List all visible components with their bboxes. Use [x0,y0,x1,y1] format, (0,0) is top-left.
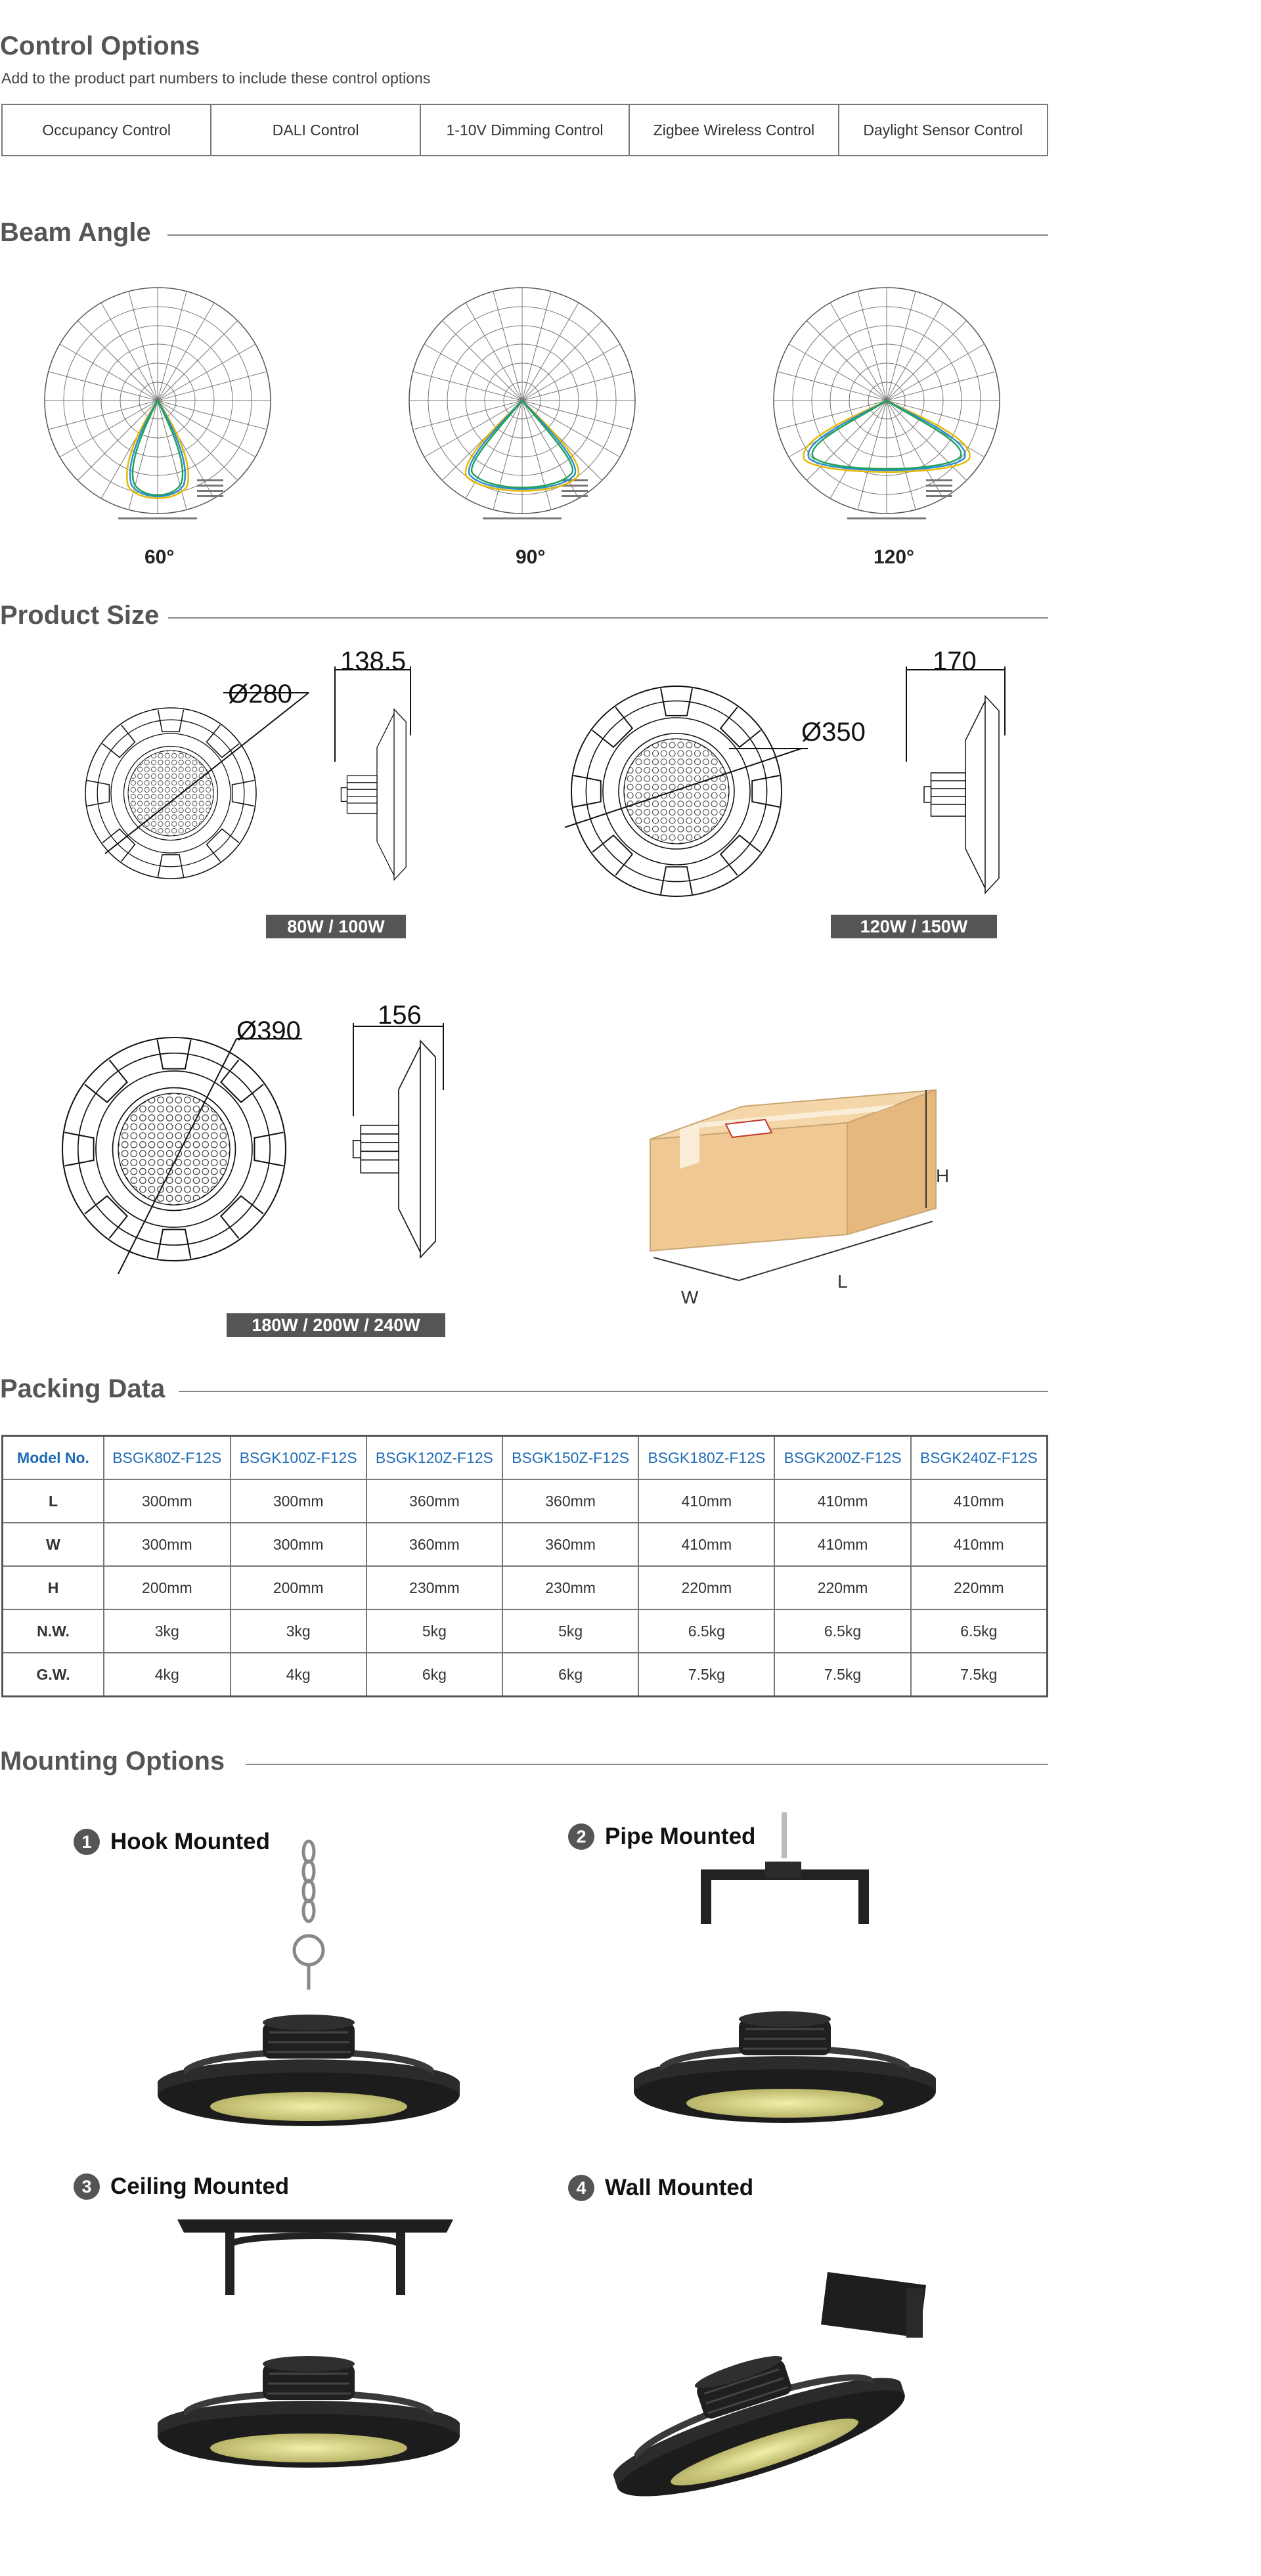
table-cell: 200mm [104,1566,231,1609]
table-cell: N.W. [3,1609,104,1653]
dimension-diameter: Ø280 [228,680,292,709]
table-cell: 7.5kg [911,1653,1048,1697]
table-cell: 6.5kg [911,1609,1048,1653]
table-cell: 220mm [911,1566,1048,1609]
hook-mounted-image [158,1841,460,2126]
beam-angle-90: 90° [516,546,546,568]
table-cell: 220mm [638,1566,774,1609]
table-cell: 3kg [104,1609,231,1653]
table-cell: L [3,1479,104,1523]
table-cell: 5kg [366,1609,502,1653]
table-header-row [3,1436,1048,1480]
table-cell: 6.5kg [638,1609,774,1653]
table-header-cell: BSGK100Z-F12S [231,1436,366,1480]
control-option: Occupancy Control [3,105,211,155]
section-divider [167,234,1048,236]
table-cell: G.W. [3,1653,104,1697]
table-row [3,1566,1048,1609]
control-option: Daylight Sensor Control [863,121,1023,139]
box-length-label: L [837,1271,848,1292]
table-cell: 230mm [502,1566,638,1609]
table-cell: 4kg [104,1653,231,1697]
table-header-cell: BSGK80Z-F12S [104,1436,231,1480]
step-number-icon: 3 [74,2173,100,2200]
dimension-height: 156 [378,1001,422,1030]
dimension-height: 170 [933,647,977,676]
table-cell: 220mm [774,1566,910,1609]
control-option: DALI Control [211,105,420,155]
mounting-option-label: Hook Mounted [110,1829,271,1854]
product-size-title: Product Size [0,601,160,630]
table-cell: W [3,1523,104,1566]
wattage-tag: 180W / 200W / 240W [227,1313,445,1337]
mounting-option-label: Pipe Mounted [605,1823,756,1849]
beam-angle-title: Beam Angle [0,218,151,247]
table-cell: 300mm [231,1523,366,1566]
box-width-label: W [681,1287,699,1307]
step-number-icon: 2 [568,1823,594,1850]
table-cell: 360mm [502,1479,638,1523]
pipe-mounted-image [634,1812,936,2123]
control-options-title: Control Options [0,32,200,60]
packing-data-table [1,1435,1048,1697]
table-header-cell: BSGK240Z-F12S [911,1436,1048,1480]
table-cell: 300mm [231,1479,366,1523]
table-cell: 7.5kg [774,1653,910,1697]
box-height-label: H [936,1166,950,1186]
table-header-cell: BSGK150Z-F12S [502,1436,638,1480]
dimension-diameter: Ø350 [801,718,866,747]
table-cell: 6.5kg [774,1609,910,1653]
table-row [3,1653,1048,1697]
table-header-cell: BSGK120Z-F12S [366,1436,502,1480]
table-cell: 360mm [366,1479,502,1523]
mounting-images [0,1812,1051,2567]
ceiling-mounted-image [158,2219,460,2468]
step-number-icon: 4 [568,2175,594,2201]
table-cell: 410mm [638,1523,774,1566]
table-cell: 200mm [231,1566,366,1609]
control-option: 1-10V Dimming Control [421,105,630,155]
table-cell: 7.5kg [638,1653,774,1697]
wattage-tag: 120W / 150W [831,915,997,938]
table-cell: 360mm [502,1523,638,1566]
table-cell: 6kg [366,1653,502,1697]
beam-angle-60: 60° [144,546,175,568]
mounting-option-label: Ceiling Mounted [110,2173,290,2199]
control-options-table [1,104,1048,156]
table-cell: 3kg [231,1609,366,1653]
table-cell: 6kg [502,1653,638,1697]
section-divider [179,1391,1048,1392]
section-divider [246,1764,1048,1765]
carton-box-icon [650,1090,936,1280]
dimension-diameter: Ø390 [236,1016,301,1045]
table-cell: 410mm [774,1479,910,1523]
table-cell: 410mm [911,1523,1048,1566]
table-cell: 410mm [911,1479,1048,1523]
step-number-icon: 1 [74,1829,100,1855]
table-header-cell: BSGK200Z-F12S [774,1436,910,1480]
table-row [3,1523,1048,1566]
mounting-options-title: Mounting Options [0,1747,225,1776]
mounting-option-label: Wall Mounted [605,2175,754,2200]
table-cell: H [3,1566,104,1609]
beam-angle-120: 120° [874,546,915,568]
beam-angle-diagrams [39,282,1025,538]
product-size-drawings [0,630,1051,1340]
table-cell: 230mm [366,1566,502,1609]
table-row [3,1479,1048,1523]
table-header-cell: BSGK180Z-F12S [638,1436,774,1480]
wall-mounted-image [592,2272,926,2518]
dimension-height: 138.5 [340,647,407,676]
table-header-cell: Model No. [3,1436,104,1480]
control-option: Zigbee Wireless Control [630,105,839,155]
table-cell: 410mm [774,1523,910,1566]
table-cell: 5kg [502,1609,638,1653]
packing-data-title: Packing Data [0,1374,166,1403]
table-cell: 4kg [231,1653,366,1697]
wattage-tag: 80W / 100W [266,915,406,938]
table-cell: 300mm [104,1523,231,1566]
section-divider [168,617,1048,619]
table-cell: 410mm [638,1479,774,1523]
table-row [3,1609,1048,1653]
control-options-subtitle: Add to the product part numbers to include these control options [1,70,431,87]
table-cell: 360mm [366,1523,502,1566]
table-cell: 300mm [104,1479,231,1523]
